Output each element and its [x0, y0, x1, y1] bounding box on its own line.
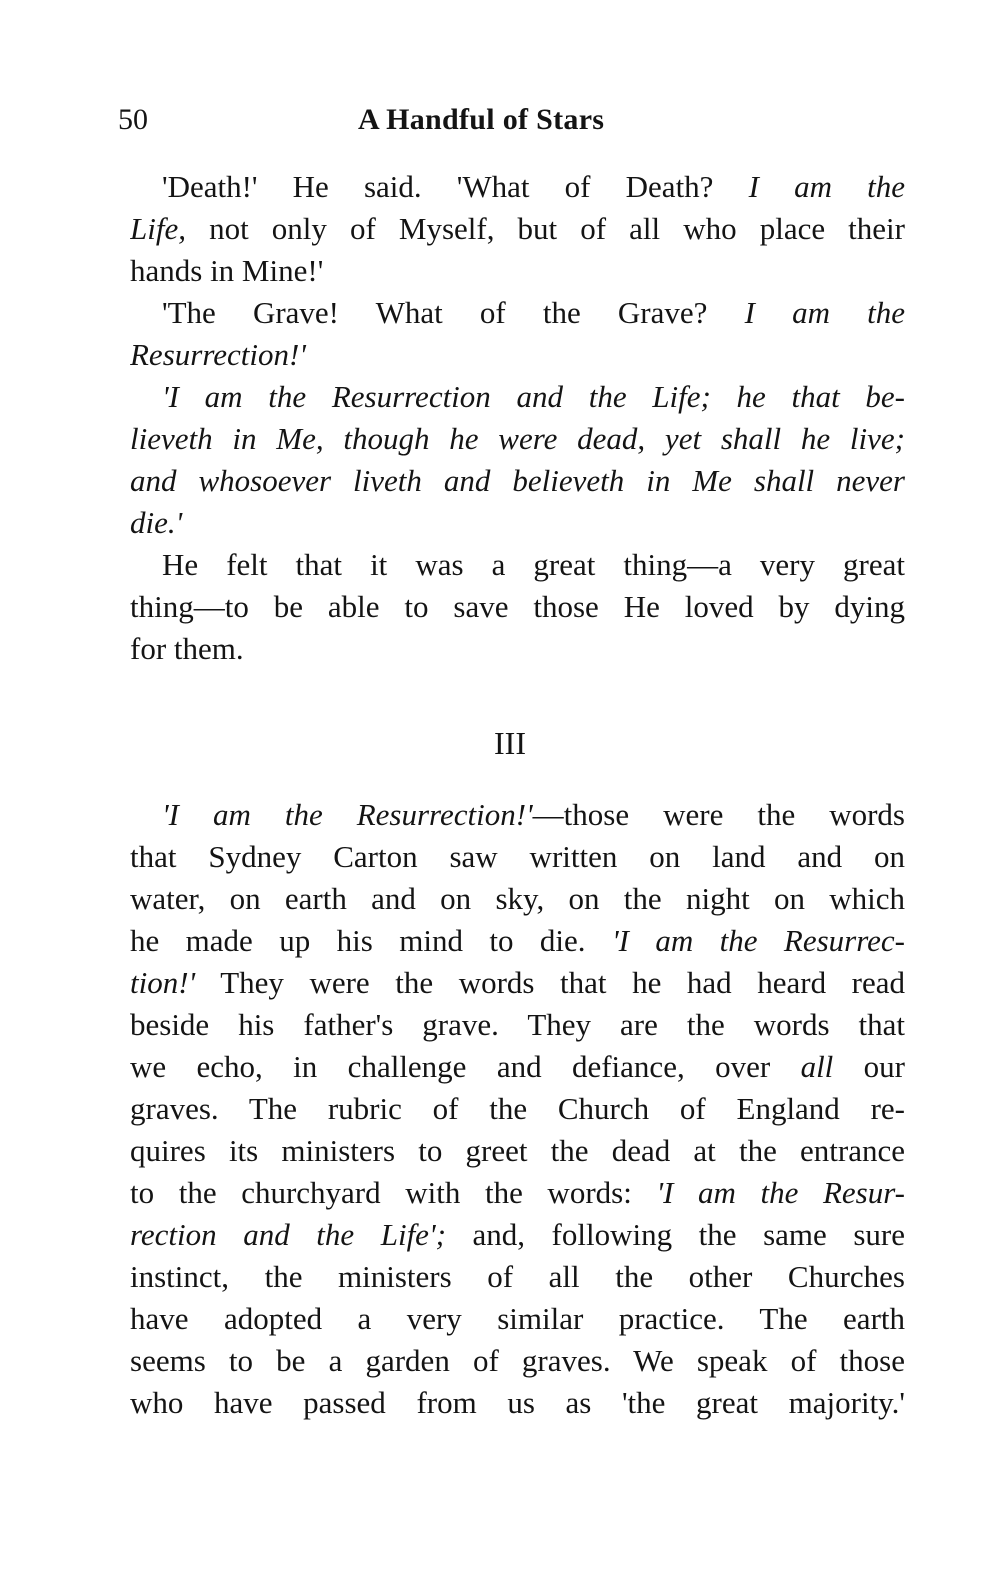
text-run: he made up his mind to die.	[130, 923, 612, 958]
italic-run: I am the	[744, 295, 905, 330]
text-line	[130, 1046, 905, 1088]
text-line	[130, 878, 905, 920]
text-line	[130, 292, 905, 334]
italic-run: 'I am the Resurrec-	[611, 923, 905, 958]
text-line	[130, 166, 905, 208]
text-run: we echo, in challenge and defiance, over	[130, 1049, 801, 1084]
text-run: our	[833, 1049, 905, 1084]
text-run: —those were the words	[532, 797, 905, 832]
text-line	[130, 376, 905, 418]
italic-run: and whosoever liveth and believeth in Me shall never	[130, 463, 905, 498]
running-title: A Handful of Stars	[358, 103, 605, 136]
text-line	[130, 1256, 905, 1298]
text-run: seems to be a garden of graves. We speak of those	[130, 1343, 905, 1378]
paragraph-4	[130, 544, 905, 670]
text-run: graves. The rubric of the Church of England re-	[130, 1091, 905, 1126]
italic-run: all	[800, 1049, 834, 1084]
text-run: beside his father's grave. They are the words that	[130, 1007, 905, 1042]
text-line	[130, 544, 905, 586]
text-line	[130, 836, 905, 878]
text-run: who have passed from us as 'the great majority.'	[130, 1385, 905, 1420]
paragraph-2	[130, 292, 905, 376]
paragraph-1	[130, 166, 905, 292]
text-run: for them.	[130, 631, 244, 666]
page-number: 50	[118, 103, 148, 136]
text-run: hands in Mine!'	[130, 253, 324, 288]
text-line	[130, 1172, 905, 1214]
page-header	[118, 100, 678, 140]
text-line	[130, 1004, 905, 1046]
text-line	[130, 1130, 905, 1172]
text-line	[130, 250, 905, 292]
text-line	[130, 460, 905, 502]
italic-run: tion!'	[130, 965, 196, 1000]
italic-run: 'I am the Resurrection!'	[162, 797, 533, 832]
text-line	[130, 502, 905, 544]
text-run: quires its ministers to greet the dead at the entrance	[130, 1133, 905, 1168]
text-run: water, on earth and on sky, on the night on which	[130, 881, 905, 916]
text-line	[130, 920, 905, 962]
text-line	[130, 334, 905, 376]
paragraph-3	[130, 376, 905, 544]
text-run: and, following the same sure	[445, 1217, 905, 1252]
text-run: They were the words that he had heard read	[195, 965, 905, 1000]
text-run: 'The Grave! What of the Grave?	[162, 295, 745, 330]
text-line	[130, 628, 905, 670]
italic-run: Life,	[130, 211, 186, 246]
text-run: to the churchyard with the words:	[130, 1175, 657, 1210]
italic-run: 'I am the Resur-	[656, 1175, 905, 1210]
text-line	[130, 1382, 905, 1424]
text-line	[130, 208, 905, 250]
italic-run: lieveth in Me, though he were dead, yet shall he live;	[130, 421, 905, 456]
text-run: that Sydney Carton saw written on land and on	[130, 839, 905, 874]
text-line	[130, 962, 905, 1004]
text-run: have adopted a very similar practice. The earth	[130, 1301, 905, 1336]
italic-run: 'I am the Resurrection and the Life; he that be-	[162, 379, 905, 414]
text-run: instinct, the ministers of all the other Churches	[130, 1259, 905, 1294]
text-line	[130, 794, 905, 836]
text-line	[130, 418, 905, 460]
text-run: thing—to be able to save those He loved by dying	[130, 589, 905, 624]
section-number: III	[494, 725, 526, 761]
text-line	[130, 1298, 905, 1340]
text-run: He felt that it was a great thing—a very great	[162, 547, 905, 582]
text-run: 'Death!' He said. 'What of Death?	[162, 169, 749, 204]
text-run: not only of Myself, but of all who place their	[185, 211, 905, 246]
italic-run: rection and the Life';	[130, 1217, 446, 1252]
paragraph-5	[130, 794, 905, 1424]
italic-run: Resurrection!'	[130, 337, 306, 372]
text-line	[130, 1214, 905, 1256]
italic-run: die.'	[130, 505, 183, 540]
text-line	[130, 586, 905, 628]
text-line	[130, 1088, 905, 1130]
text-line	[130, 1340, 905, 1382]
italic-run: I am the	[748, 169, 905, 204]
